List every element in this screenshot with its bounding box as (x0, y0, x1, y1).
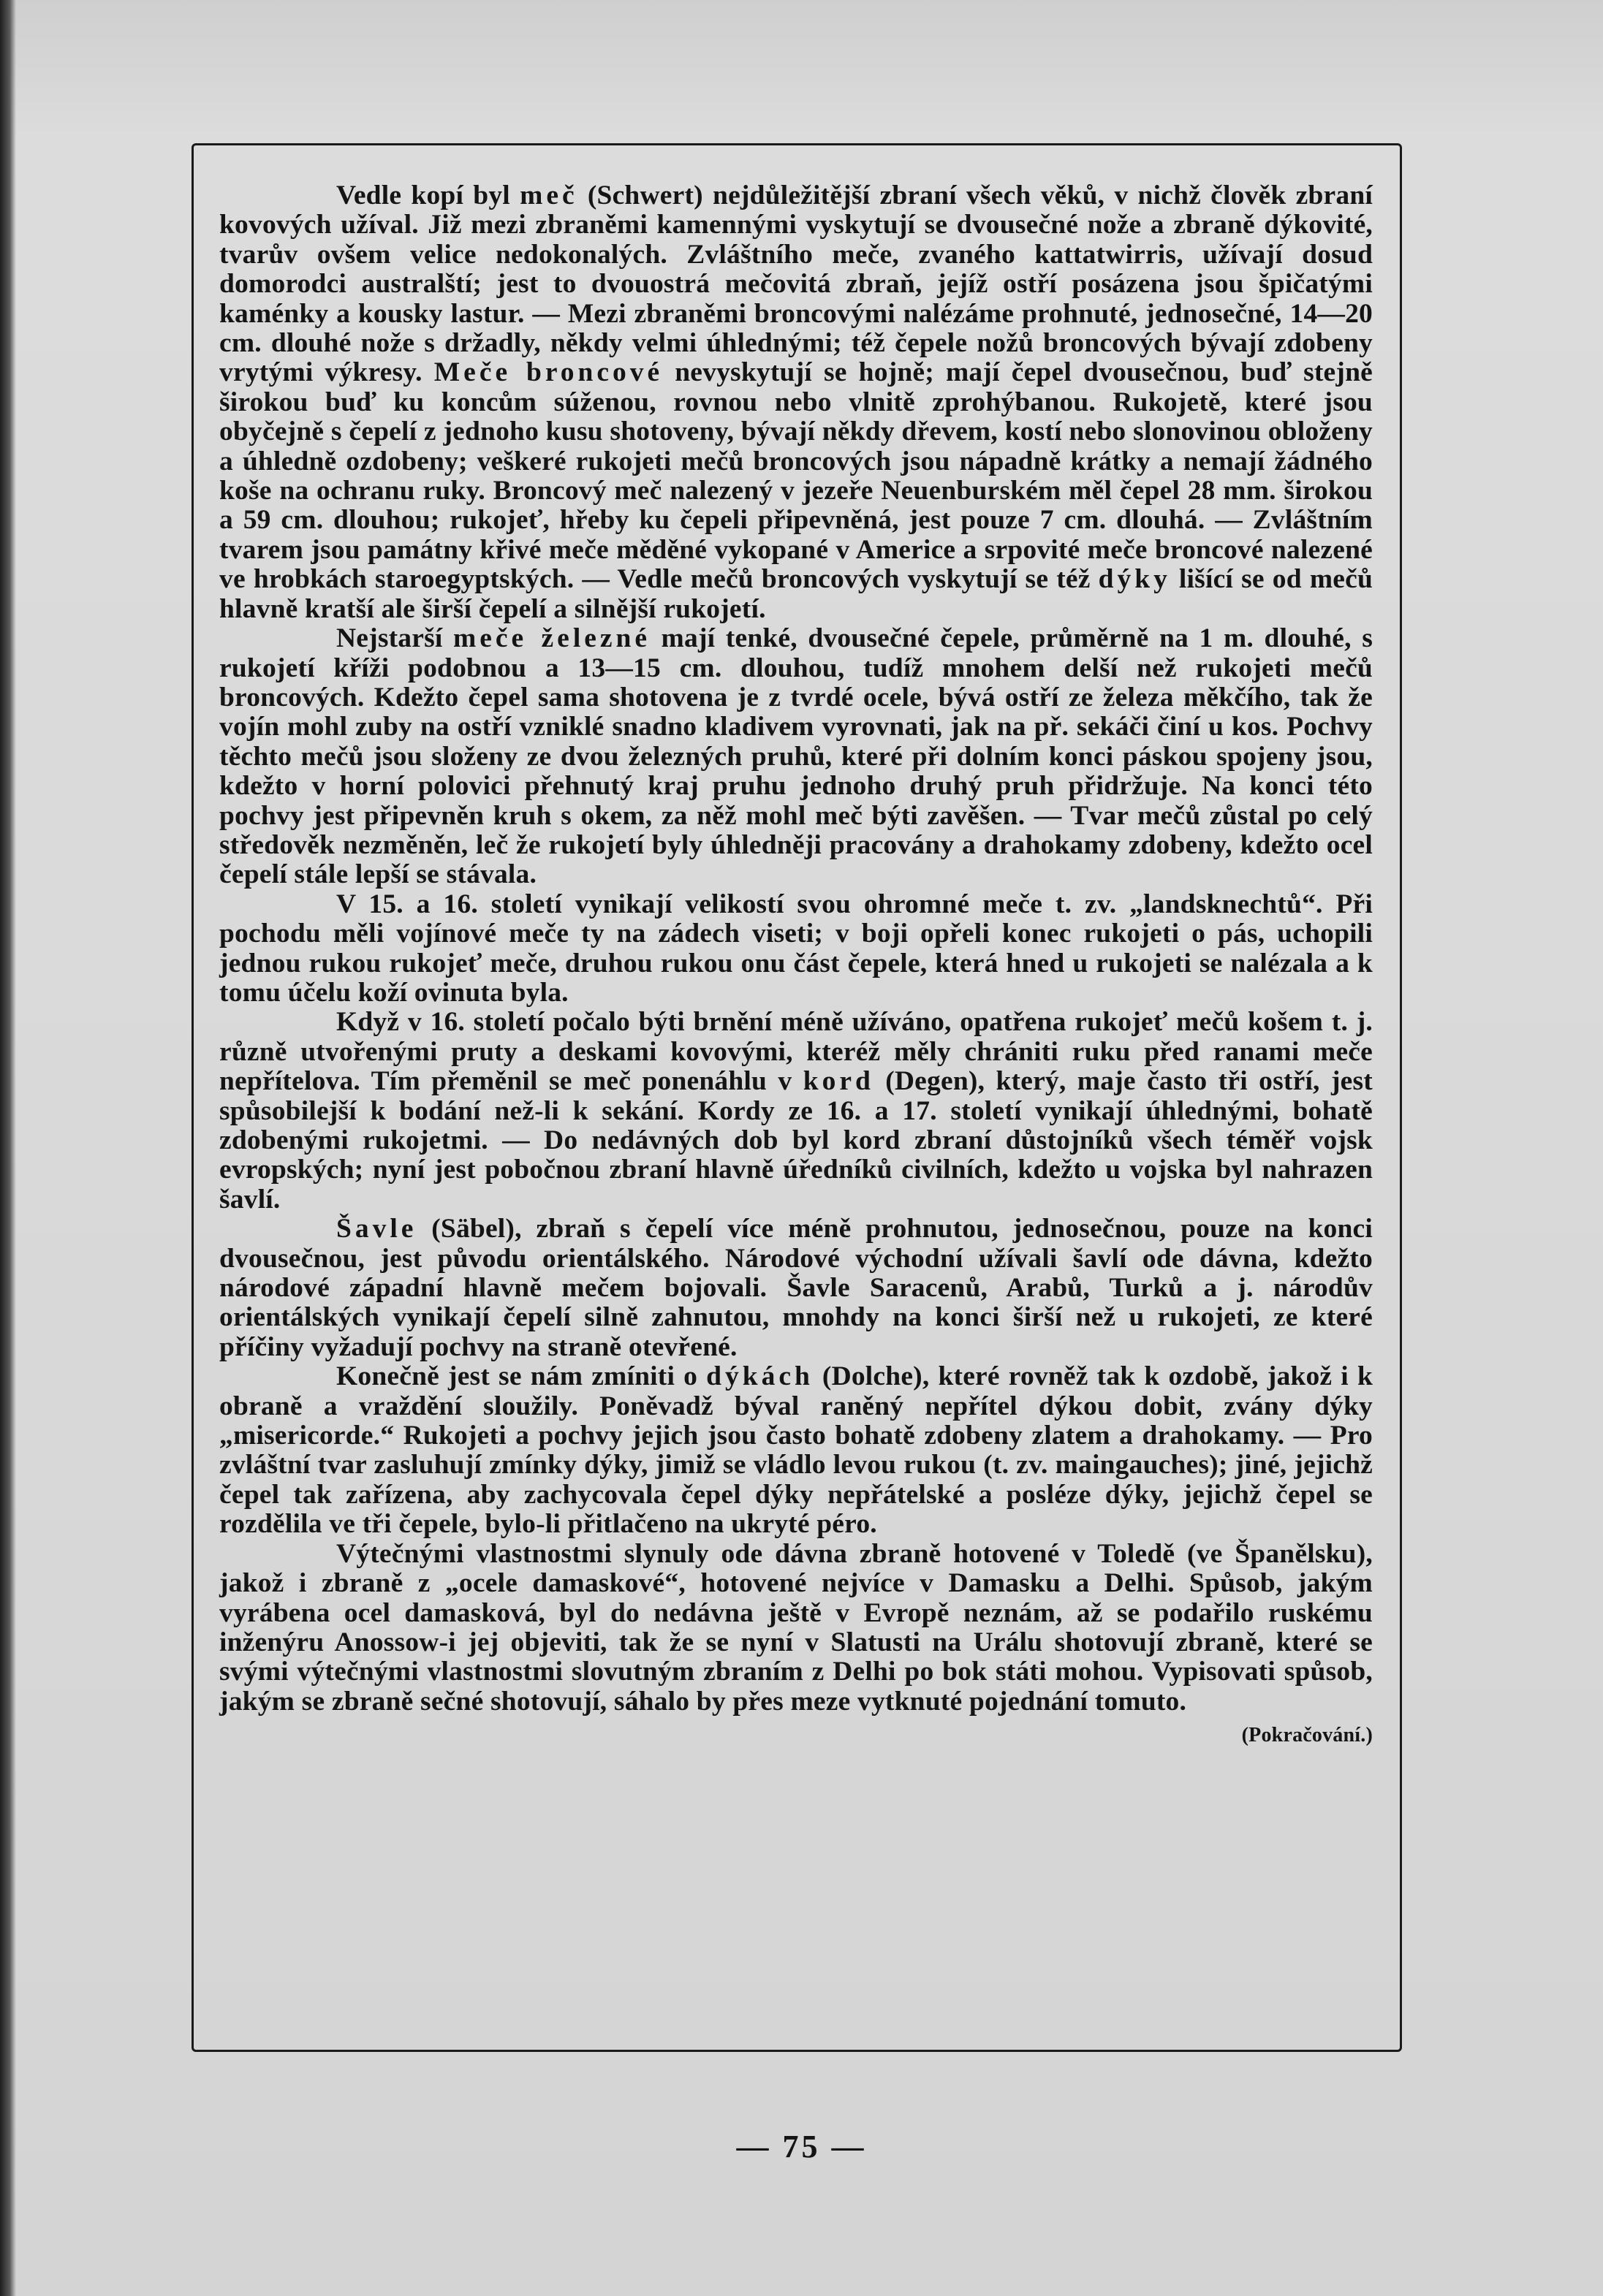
term-mece-zelezne: meče železné (453, 623, 651, 654)
paragraph-3 (219, 890, 1373, 1008)
paragraph-1-text-c: nevyskytují se hojně; mají čepel dvousečnou, buď stejně širokou buď ku koncům súženou, rovnou nebo vlnitě zprohýbanou. Rukojetě, které jsou obyčejně s čepelí z jednoho kusu shotoveny, bývají někdy dřevem, kostí nebo slonovinou obloženy a úhledně ozdobeny; veškeré rukojeti mečů broncových jsou nápadně krátky a nemají žádného koše na ochranu ruky. Broncový meč nalezený v jezeře Neuenburském měl čepel 28 mm. širokou a 59 cm. dlouhou; rukojeť, hřeby ku čepeli připevněná, jest pouze 7 cm. dlouhá. — Zvláštním tvarem jsou památny křivé meče měděné vykopané v Americe a srpovité meče broncové nalezené ve hrobkách staroegyptských. — Vedle mečů broncových vyskytují se též (219, 357, 1373, 595)
term-savle: Šavle (336, 1214, 417, 1244)
paragraph-1-text-d: lišící se od mečů hlavně kratší ale širší čepelí a silnější rukojetí. (219, 564, 1373, 624)
term-mec: meč (520, 180, 578, 210)
paragraph-6 (219, 1362, 1373, 1539)
page-number: — 75 — (736, 2129, 867, 2164)
article-body (219, 181, 1373, 1751)
term-dykach: dýkách (706, 1361, 814, 1392)
paragraph-7 (219, 1538, 1373, 1747)
paragraph-1 (219, 181, 1373, 624)
paragraph-5 (219, 1214, 1373, 1362)
paragraph-2-text-b: mají tenké, dvousečné čepele, průměrně na 1 m. dlouhé, s rukojetí kříži podobnou a 13—15 cm. dlouhou, tudíž mnohem delší než rukojeti mečů broncových. Kdežto čepel sama shotovena je z tvrdé ocele, bývá ostří ze železa měkčího, tak že vojín mohl zuby na ostří vzniklé snadno kladivem vyrovnati, jak na př. sekáči činí u kos. Pochvy těchto mečů jsou složeny ze dvou železných pruhů, které při dolním konci páskou spojeny jsou, kdežto v horní polovici přehnutý kraj pruhu jednoho druhý pruh přidržuje. Na konci této pochvy jest připevněn kruh s okem, za něž mohl meč býti zavěšen. — Tvar mečů zůstal po celý středověk nezměněn, leč že rukojetí byly úhledněji pracovány a drahokamy zdobeny, kdežto ocel čepelí stále lepší se stávala. (219, 623, 1373, 890)
continued-label: (Pokračování.) (1241, 1724, 1373, 1747)
paragraph-7-text-a: Výtečnými vlastnostmi slynuly ode dávna zbraně hotovené v Toledě (ve Španělsku), jakož i zbraně z „ocele damaskové“, hotovené nejvíce v Damasku a Delhi. Spůsob, jakým vyrábena ocel damasková, byl do nedávna ještě v Evropě neznám, až se podařilo ruskému inženýru Anossow-i jej objeviti, tak že se nyní v Slatusti na Urálu shotovují zbraně, které se svými výtečnými vlastnostmi slovutným zbraním z Delhi po bok státi mohou. Vypisovati spůsob, jakým se zbraně sečné shotovují, sáhalo by přes meze vytknuté pojednání tomuto. (219, 1538, 1373, 1717)
paragraph-2-text-a: Nejstarší (336, 623, 454, 654)
paragraph-5-text-a: (Säbel), zbraň s čepelí více méně prohnutou, jednosečnou, pouze na konci dvousečnou, jest původu orientálského. Národové východní užívali šavlí ode dávna, kdežto národové západní hlavně mečem bojovali. Šavle Saracenů, Arabů, Turků a j. národův orientálských vynikají čepelí silně zahnutou, mnohdy na konci širší než u rukojeti, ze které příčiny vyžadují pochvy na straně otevřené. (219, 1214, 1373, 1362)
paragraph-4-text-a: Když v 16. století počalo býti brnění méně užíváno, opatřena rukojeť mečů košem t. j. různě utvořenými pruty a deskami kovovými, kteréž měly chrániti ruku před ranami meče nepřítelova. Tím přeměnil se meč ponenáhlu v (219, 1007, 1373, 1097)
term-kord: kord (803, 1066, 874, 1097)
paragraph-2 (219, 624, 1373, 890)
term-mece-broncove: Meče broncové (433, 357, 664, 388)
paragraph-6-text-a: Konečně jest se nám zmíniti o (336, 1361, 707, 1392)
paragraph-3-text-a: V 15. a 16. století vynikají velikostí svou ohromné meče t. zv. „landsknechtů“. Při pochodu měli vojínové meče ty na zádech viseti; v boji opřeli konec rukojeti o pás, uchopili jednou rukou rukojeť meče, druhou rukou onu část čepele, která hned u rukojeti se nalézala a k tomu účelu koží ovinuta byla. (219, 889, 1373, 1008)
paragraph-4 (219, 1008, 1373, 1214)
binding-shadow (0, 0, 16, 2296)
paragraph-1-text-a: Vedle kopí byl (336, 180, 520, 210)
paragraph-4-text-b: (Degen), který, maje často tři ostří, jest spůsobilejší k bodání než-li k sekání. Kordy ze 16. a 17. století vynikají úhlednými, bohatě zdobenými rukojetmi. — Do nedávných dob byl kord zbraní důstojníků všech téměř vojsk evropských; nyní jest pobočnou zbraní hlavně úředníků civilních, kdežto u vojska byl nahrazen šavlí. (219, 1066, 1373, 1214)
paragraph-6-text-b: (Dolche), které rovněž tak k ozdobě, jakož i k obraně a vraždění sloužily. Poněvadž býval raněný nepřítel dýkou dobit, zvány dýky „misericorde.“ Rukojeti a pochvy jejich jsou často bohatě zdobeny zlatem a drahokamy. — Pro zvláštní tvar zasluhují zmínky dýky, jimiž se vládlo levou rukou (t. zv. maingauches); jiné, jejichž čepel tak zařízena, aby zachycovala čepel dýky nepřátelské a posléze dýky, jejichž čepel se rozdělila ve tři čepele, bylo-li přitlačeno na ukryté péro. (219, 1361, 1373, 1540)
paragraph-1-text-b: (Schwert) nejdůležitější zbraní všech věků, v nichž člověk zbraní kovových užíval. Již mezi zbraněmi kamennými vyskytují se dvousečné nože a zbraně dýkovité, tvarův ovšem velice nedokonalých. Zvláštního meče, zvaného kattatwirris, užívají dosud domorodci australští; jest to dvouostrá mečovitá zbraň, jejíž ostří posázena jsou špičatými kaménky a kousky lastur. — Mezi zbraněmi broncovými nalézáme prohnuté, jednosečné, 14—20 cm. dlouhé nože s držadly, někdy velmi úhlednými; též čepele nožů broncových bývají zdobeny vrytými výkresy. (219, 180, 1373, 388)
term-dyky: dýky (1098, 564, 1171, 595)
